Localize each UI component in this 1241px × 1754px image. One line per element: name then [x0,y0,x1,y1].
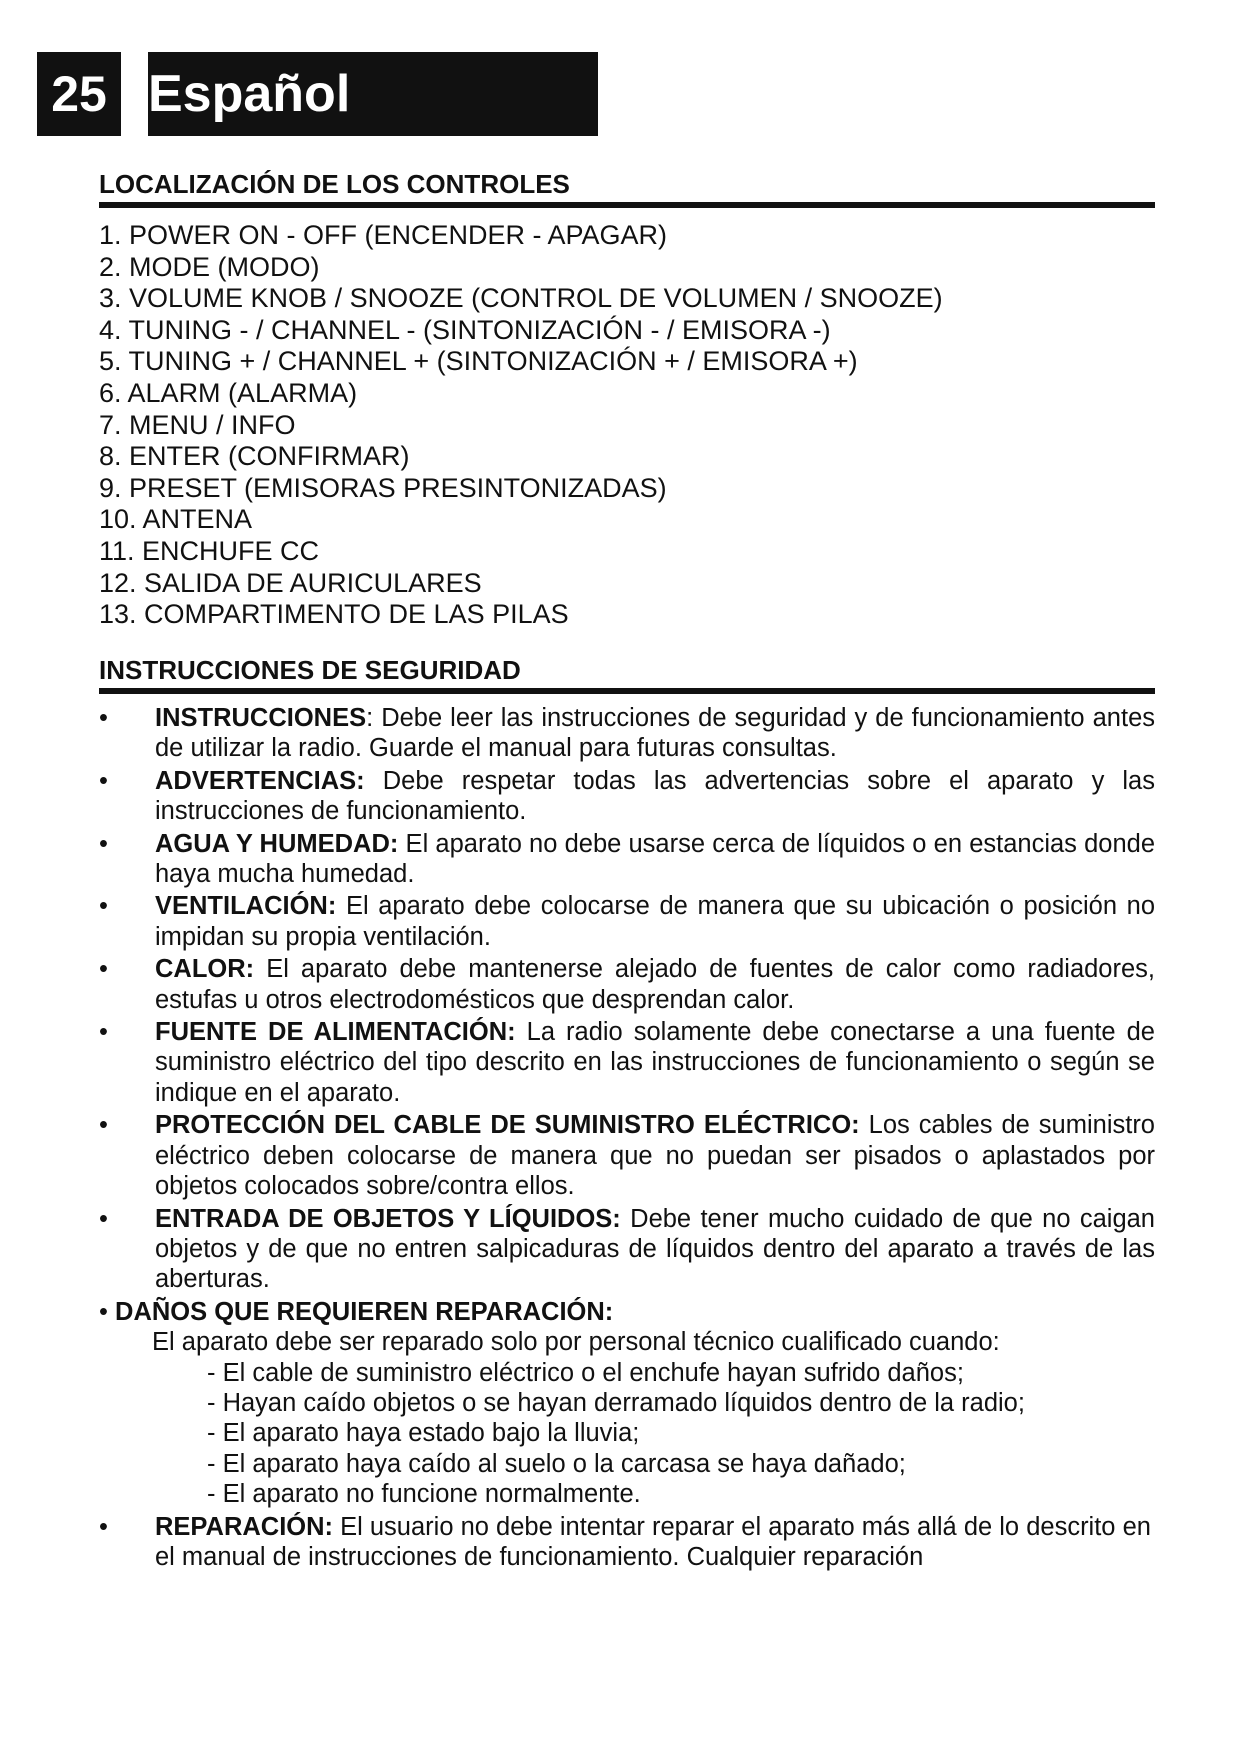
list-item: 13. COMPARTIMENTO DE LAS PILAS [99,599,569,630]
page-number: 25 [37,52,121,136]
controls-list [99,220,943,631]
safety-item [99,1204,1155,1295]
list-item: 8. ENTER (CONFIRMAR) [99,441,410,472]
safety-item [99,829,1155,890]
page-title: Español [148,52,598,136]
safety-item [99,703,1155,764]
bullet-icon: • [99,1018,108,1047]
repair-needed-item [99,1297,1155,1510]
item-label: INSTRUCCIONES [155,704,367,732]
list-item: - El cable de suministro eléctrico o el enchufe hayan sufrido daños; [207,1358,964,1387]
safety-list [99,703,1155,1574]
list-item: 5. TUNING + / CHANNEL + (SINTONIZACIÓN + / EMISORA +) [99,346,858,377]
item-label: FUENTE DE ALIMENTACIÓN: [155,1018,516,1047]
item-text: Los cables de suministro eléctrico deben colocarse de manera que no puedan ser pisados o aplastados por objetos colocados sobre/contra ellos. [155,1111,1155,1201]
list-item: 11. ENCHUFE CC [99,535,320,566]
safety-item [99,1110,1155,1201]
list-item: 7. MENU / INFO [99,409,296,440]
list-item: 2. MODE (MODO) [99,251,320,282]
safety-item [99,766,1155,827]
item-text: Debe respetar todas las advertencias sobre el aparato y las instrucciones de funcionamiento. [155,766,1155,826]
item-text: Debe tener mucho cuidado de que no caigan objetos y de que no entren salpicaduras de líquidos dentro del aparato a través de las aberturas. [155,1204,1155,1294]
item-label: ENTRADA DE OBJETOS Y LÍQUIDOS: [155,1204,621,1233]
list-item: - Hayan caído objetos o se hayan derramado líquidos dentro de la radio; [207,1388,1025,1417]
item-text: El aparato no debe usarse cerca de líquidos o en estancias donde haya mucha humedad. [155,829,1155,889]
safety-item [99,1017,1155,1108]
repair-conditions [99,1358,1155,1510]
list-item: 6. ALARM (ALARMA) [99,377,358,408]
item-label: CALOR: [155,955,255,984]
item-label: REPARACIÓN: [155,1512,334,1541]
item-text: El aparato debe colocarse de manera que su ubicación o posición no impidan su propia ventilación. [155,892,1155,951]
safety-item [99,891,1155,952]
safety-item [99,954,1155,1015]
repair-intro: El aparato debe ser reparado solo por personal técnico cualificado cuando: [152,1328,1000,1357]
item-text: Debe leer las instrucciones de seguridad y de funcionamiento antes de utilizar la radio. Guarde el manual para futuras consultas. [155,704,1155,763]
bullet-icon: • [99,1111,108,1140]
item-text: La radio solamente debe conectarse a una fuente de suministro eléctrico del tipo descrito en las instrucciones de funcionamiento o según se indique en el aparato. [155,1018,1155,1107]
list-item: 3. VOLUME KNOB / SNOOZE (CONTROL DE VOLUMEN / SNOOZE) [99,283,943,314]
controls-heading: LOCALIZACIÓN DE LOS CONTROLES [99,168,1155,208]
item-text: El aparato debe mantenerse alejado de fuentes de calor como radiadores, estufas u otros electrodomésticos que desprendan calor. [155,955,1155,1014]
list-item: 12. SALIDA DE AURICULARES [99,567,482,598]
item-label: DAÑOS QUE REQUIEREN REPARACIÓN: [115,1297,614,1326]
bullet-icon: • [99,1512,108,1541]
item-separator: : [366,704,374,732]
bullet-icon: • [99,704,108,732]
safety-heading: INSTRUCCIONES DE SEGURIDAD [99,654,1155,694]
list-item: 9. PRESET (EMISORAS PRESINTONIZADAS) [99,472,667,503]
item-label: PROTECCIÓN DEL CABLE DE SUMINISTRO ELÉCTRICO: [155,1111,860,1140]
bullet-icon: • [99,829,108,858]
list-item: 4. TUNING - / CHANNEL - (SINTONIZACIÓN - / EMISORA -) [99,314,831,345]
bullet-icon: • [99,892,108,921]
item-text: El usuario no debe intentar reparar el aparato más allá de lo descrito en el manual de instrucciones de funcionamiento. Cualquier reparación [155,1512,1151,1571]
item-label: AGUA Y HUMEDAD: [155,829,399,858]
bullet-icon: • [99,955,108,984]
list-item: 10. ANTENA [99,504,253,535]
bullet-icon: • [99,766,108,795]
item-label: ADVERTENCIAS: [155,766,365,795]
safety-item [99,1512,1155,1573]
list-item: - El aparato no funcione normalmente. [207,1480,641,1509]
list-item: - El aparato haya caído al suelo o la carcasa se haya dañado; [207,1449,906,1478]
item-label: VENTILACIÓN: [155,892,337,921]
list-item: - El aparato haya estado bajo la lluvia; [207,1419,640,1448]
bullet-icon: • [99,1297,108,1326]
list-item: 1. POWER ON - OFF (ENCENDER - APAGAR) [99,220,668,250]
bullet-icon: • [99,1204,108,1233]
